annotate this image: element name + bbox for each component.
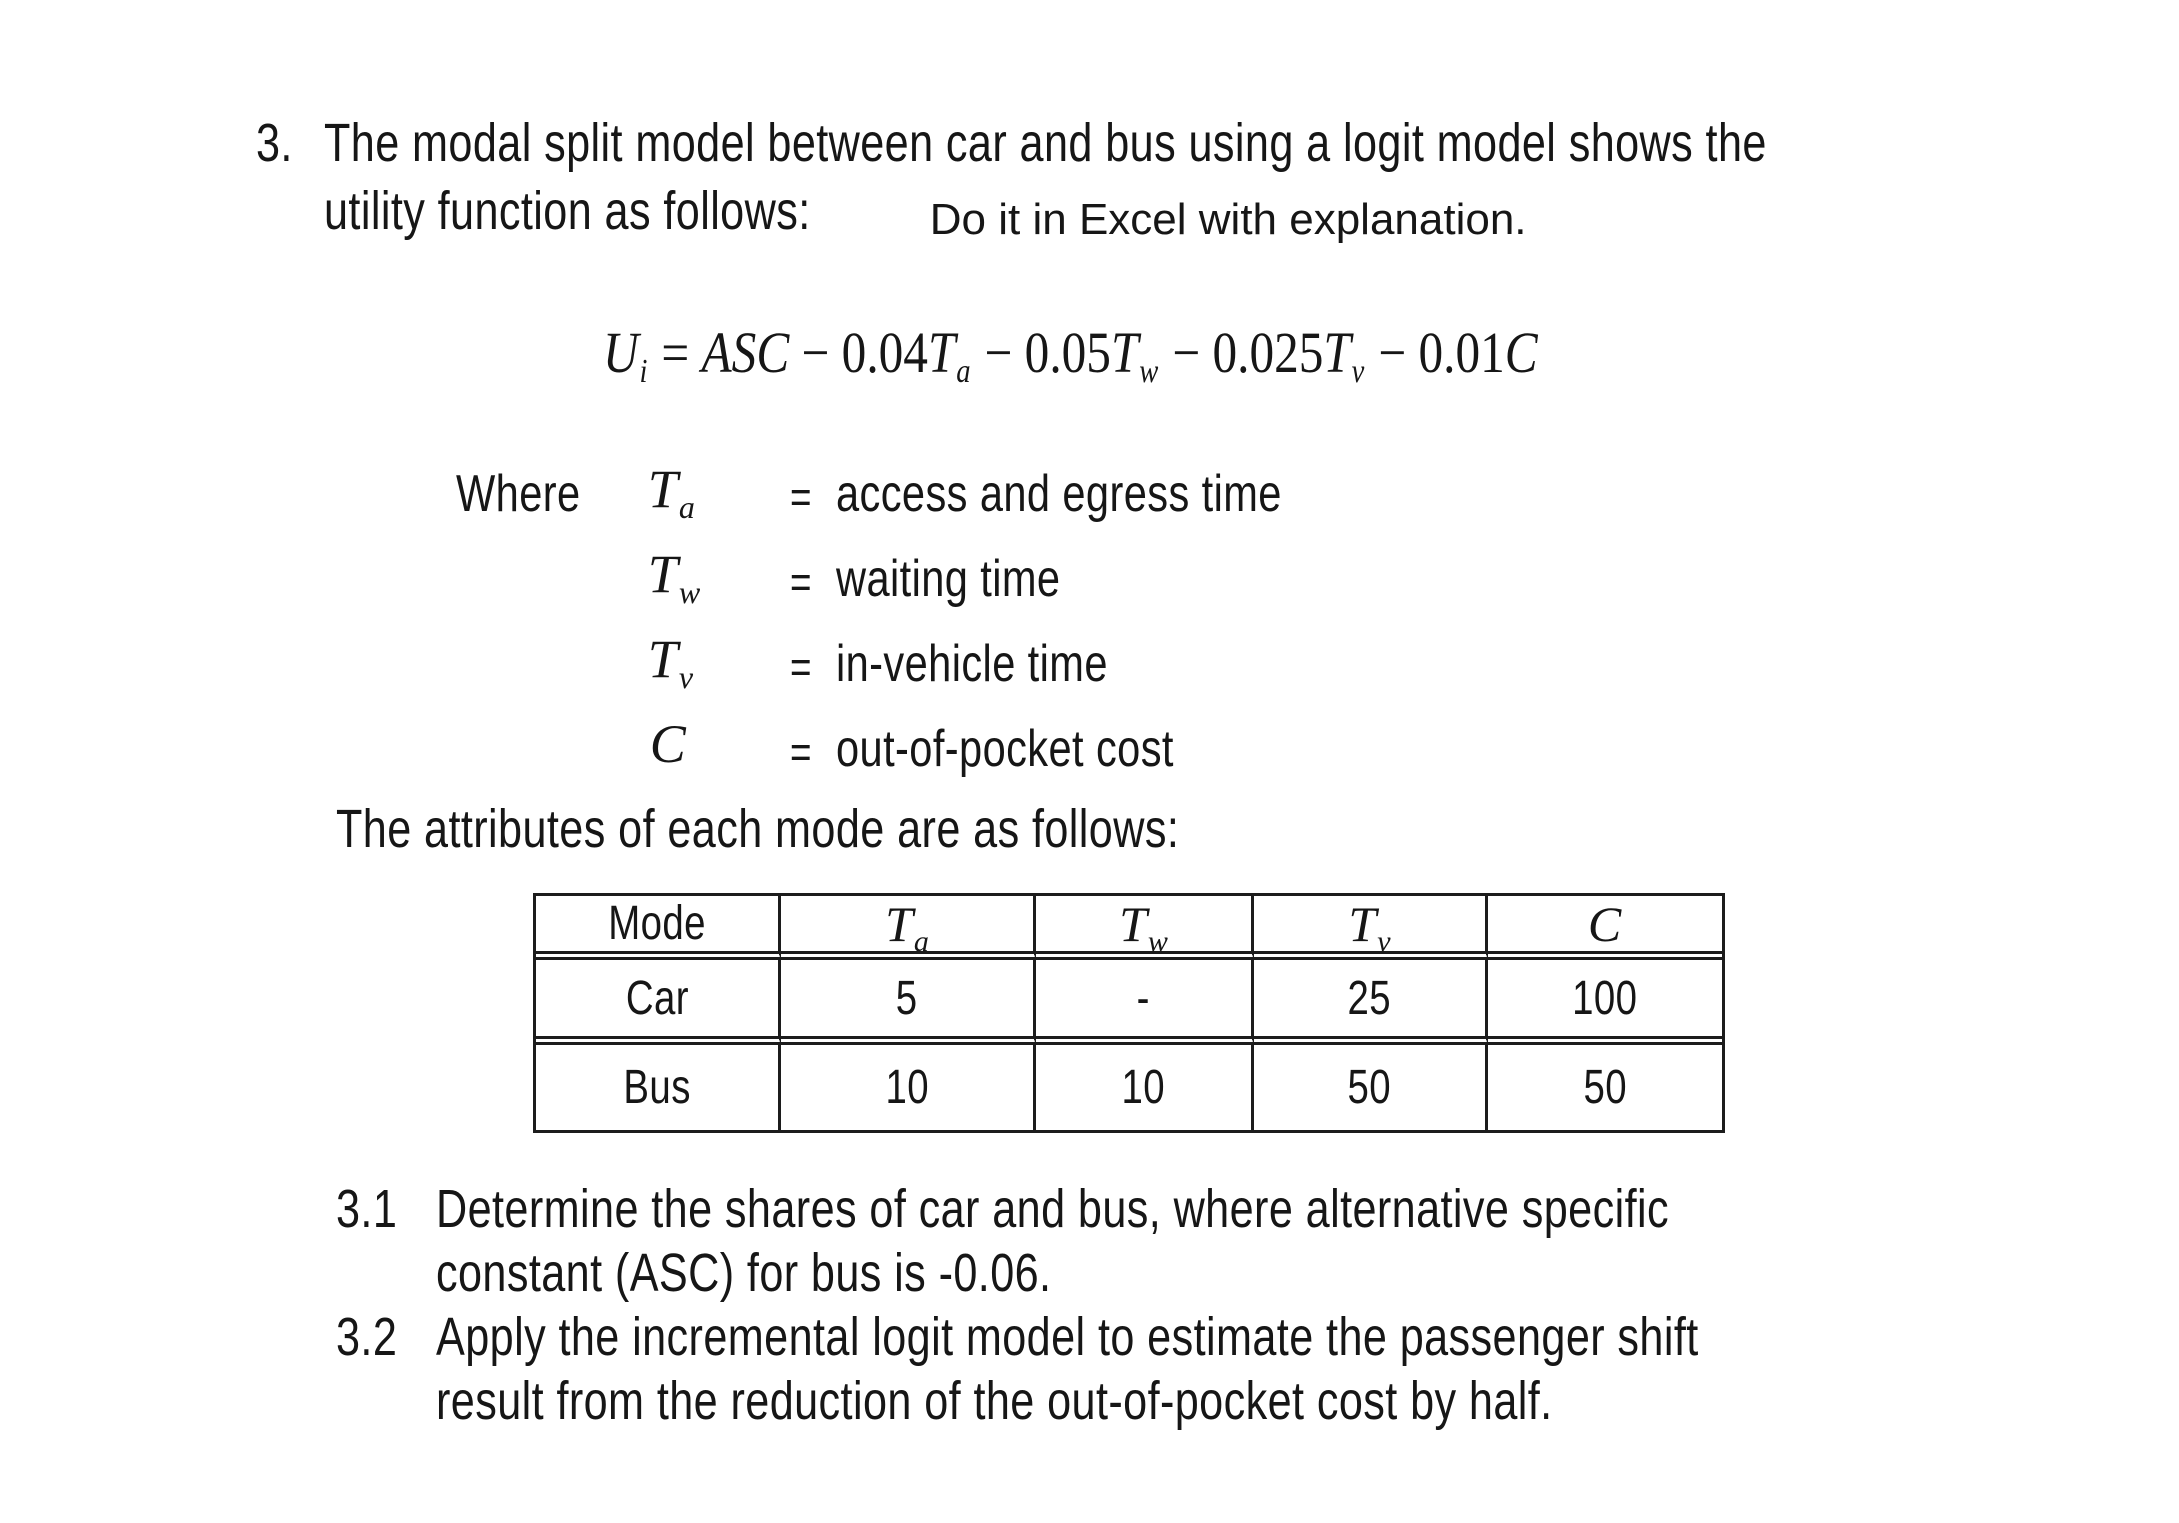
question-3-1-number xyxy=(318,1166,412,1252)
table-cell-car-tv: 25 xyxy=(1347,971,1392,1025)
table-row-bus-ta xyxy=(781,1045,1036,1130)
table-header-mode-text: Mode xyxy=(608,897,706,950)
symbol-ta: T xyxy=(647,459,678,519)
where-label xyxy=(438,452,611,536)
question-3-2-line-1-text: Apply the incremental logit model to estimate the passenger shift xyxy=(435,1307,1699,1367)
where-eq-3-text: = xyxy=(789,641,812,693)
formula-equals: = xyxy=(648,320,702,385)
excel-note xyxy=(912,182,1527,258)
problem-heading-line-2-text: utility function as follows: xyxy=(323,181,811,241)
formula-sub-v: v xyxy=(1351,353,1365,391)
formula-coef-3: 0.025 xyxy=(1212,320,1324,385)
problem-number-text: 3. xyxy=(255,113,293,173)
table-cell-bus-tw: 10 xyxy=(1121,1061,1166,1114)
mode-attributes-table xyxy=(533,893,1725,1133)
where-row-c xyxy=(632,701,687,787)
table-header-tv-sym: T xyxy=(1348,895,1377,952)
formula-var-t2: T xyxy=(1110,320,1139,385)
formula-coef-1: 0.04 xyxy=(841,320,928,385)
table-header-tv-text xyxy=(1348,895,1391,958)
where-desc-3-text: in-vehicle time xyxy=(835,635,1108,693)
where-eq-4 xyxy=(772,713,817,791)
formula-minus-2: − xyxy=(972,320,1025,385)
question-3-2-number xyxy=(318,1294,412,1380)
table-header-c xyxy=(1488,896,1722,960)
table-cell-car-c: 100 xyxy=(1572,971,1638,1025)
symbol-ta-sub: a xyxy=(678,489,695,526)
table-row-bus-tv xyxy=(1254,1045,1488,1130)
formula-var-u: U xyxy=(602,320,639,385)
table-header-tv xyxy=(1254,896,1488,960)
table-cell-car-tw: - xyxy=(1136,971,1151,1025)
table-header-tw-sym: T xyxy=(1119,895,1147,952)
where-row-ta xyxy=(630,446,695,532)
where-eq-2 xyxy=(772,543,817,621)
where-desc-1 xyxy=(818,452,1393,536)
question-3-2-line-2-text: result from the reduction of the out-of-pocket cost by half. xyxy=(435,1371,1553,1431)
question-3-1-line-1-text: Determine the shares of car and bus, where alternative specific xyxy=(435,1179,1669,1239)
formula-sub-w: w xyxy=(1139,353,1159,391)
problem-heading-line-2 xyxy=(306,168,932,254)
table-header-tw-sub: w xyxy=(1147,925,1168,958)
where-desc-2 xyxy=(818,537,1116,621)
table-header-ta xyxy=(781,896,1036,960)
formula-var-t1: T xyxy=(927,320,956,385)
symbol-tw: T xyxy=(647,544,678,604)
formula-expression xyxy=(602,320,1538,391)
where-desc-2-text: waiting time xyxy=(835,550,1061,608)
where-desc-4 xyxy=(818,707,1258,791)
table-header-mode xyxy=(536,896,781,960)
table-header-tw xyxy=(1036,896,1254,960)
formula-sub-i: i xyxy=(639,353,648,391)
where-eq-1-text: = xyxy=(789,471,812,523)
where-eq-4-text: = xyxy=(789,726,812,778)
excel-note-text: Do it in Excel with explanation. xyxy=(929,195,1527,244)
where-eq-1 xyxy=(772,458,817,536)
symbol-tv: T xyxy=(647,629,678,689)
table-header-ta-sub: a xyxy=(913,925,929,958)
table-row-bus-mode xyxy=(536,1045,781,1130)
formula-sub-a: a xyxy=(956,353,971,391)
question-3-2-line-2 xyxy=(418,1358,1831,1444)
where-desc-4-text: out-of-pocket cost xyxy=(835,720,1174,778)
table-row-car-ta xyxy=(781,960,1036,1045)
symbol-tv-sub: v xyxy=(678,659,694,696)
table-header-ta-text xyxy=(885,895,929,958)
table-row-car-tv xyxy=(1254,960,1488,1045)
formula-minus-1: − xyxy=(788,320,842,385)
where-row-tw xyxy=(630,531,700,617)
table-cell-bus-c: 50 xyxy=(1583,1061,1627,1114)
table-cell-bus-tv: 50 xyxy=(1347,1061,1392,1114)
question-3-2-number-text: 3.2 xyxy=(335,1307,398,1367)
question-3-1-line-2-text: constant (ASC) for bus is -0.06. xyxy=(435,1243,1052,1303)
formula-coef-2: 0.05 xyxy=(1024,320,1111,385)
where-eq-3 xyxy=(772,628,817,706)
table-cell-bus-ta: 10 xyxy=(885,1061,929,1114)
where-desc-3 xyxy=(818,622,1176,706)
table-header-tw-text xyxy=(1119,895,1168,958)
formula-minus-4: − xyxy=(1365,320,1419,385)
table-cell-bus-label: Bus xyxy=(623,1061,691,1114)
table-header-ta-sym: T xyxy=(885,895,913,952)
symbol-tw-sub: w xyxy=(678,574,701,611)
table-cell-car-ta: 5 xyxy=(896,971,918,1025)
table-row-bus-tw xyxy=(1036,1045,1254,1130)
attributes-intro-text: The attributes of each mode are as follows: xyxy=(335,799,1180,859)
table-header-c-text xyxy=(1588,895,1622,953)
formula-var-t3: T xyxy=(1323,320,1351,385)
formula-var-asc: ASC xyxy=(701,320,789,385)
table-row-bus-c xyxy=(1488,1045,1722,1130)
table-header-c-sym: C xyxy=(1587,895,1622,952)
symbol-c: C xyxy=(649,714,686,774)
problem-heading-line-1-text: The modal split model between car and bus using a logit model shows the xyxy=(323,113,1767,173)
table-row-car-tw xyxy=(1036,960,1254,1045)
table-row-car-c xyxy=(1488,960,1722,1045)
table-row-car-mode xyxy=(536,960,781,1045)
problem-number xyxy=(238,100,302,186)
table-cell-car-label: Car xyxy=(625,971,689,1025)
formula-coef-4: 0.01 xyxy=(1418,320,1505,385)
formula-var-c: C xyxy=(1504,320,1538,385)
where-eq-2-text: = xyxy=(789,556,812,608)
where-label-text: Where xyxy=(455,465,581,523)
where-row-tv xyxy=(630,616,693,702)
question-3-1-number-text: 3.1 xyxy=(335,1179,398,1239)
where-desc-1-text: access and egress time xyxy=(835,465,1282,523)
utility-function-formula xyxy=(585,308,1702,398)
attributes-intro xyxy=(318,786,1390,872)
table-header-tv-sub: v xyxy=(1377,925,1391,958)
formula-minus-3: − xyxy=(1159,320,1213,385)
